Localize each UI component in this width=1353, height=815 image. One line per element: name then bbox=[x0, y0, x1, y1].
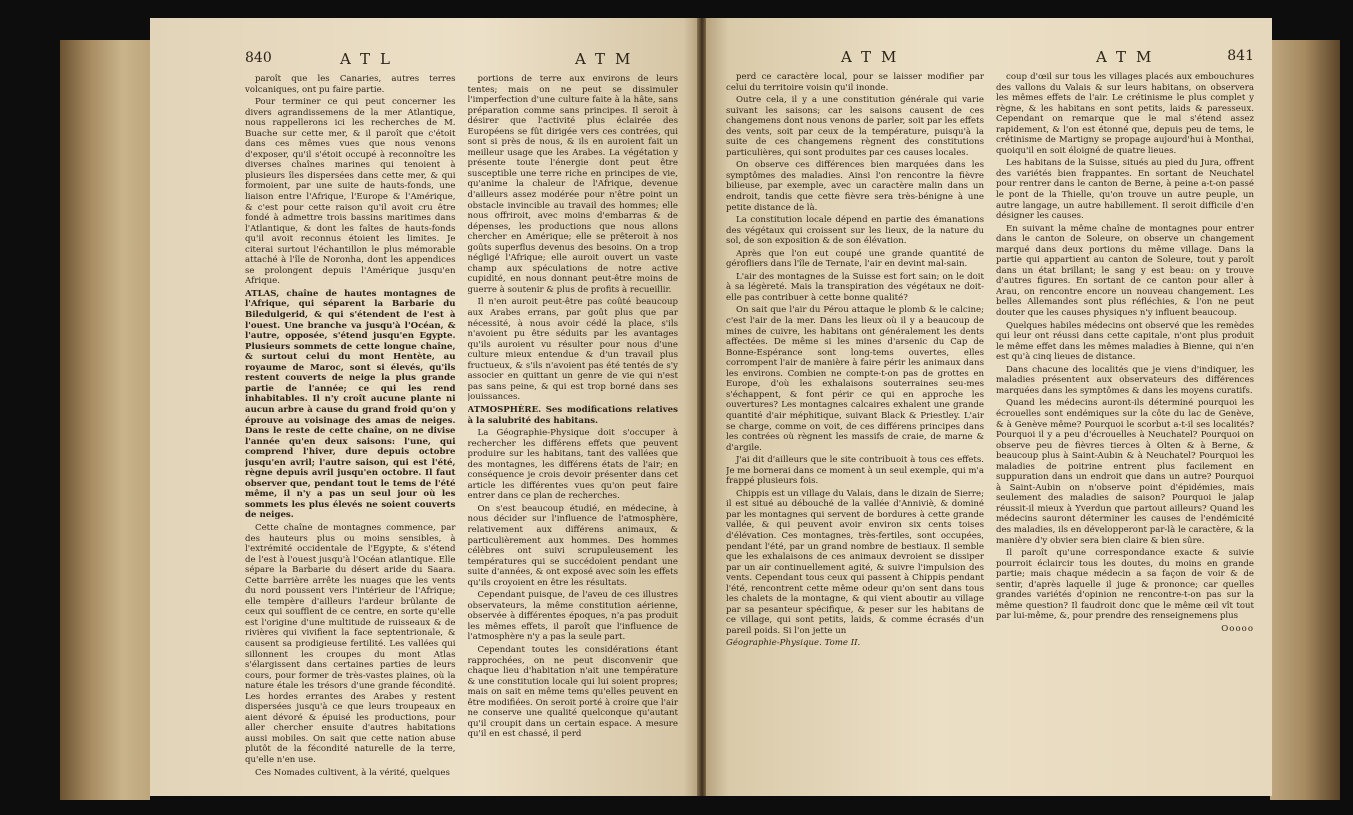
paragraph: Cependant puisque, de l'aveu de ces illustres observateurs, la même constitution aérienne, observée à différentes époques, n'a pas produit les mêmes effets, il paroît que l'influence de l'atmosphère n'y a pas la seule part. bbox=[467, 590, 678, 643]
paragraph: Il paroît qu'une correspondance exacte & suivie pourroit éclaircir tous les doutes, du moins en grande partie; mais chaque médecin a sa façon de voir & de sentir, d'après laquelle il juge & prononce; car quelles grandes variétés d'opinion ne rencontre-t-on pas sur la même question? Il faudroit donc que le même œil vît tout par lui-même, &, pour prendre des renseignemens plus bbox=[996, 548, 1254, 622]
paragraph: Ces Nomades cultivent, à la vérité, quelques bbox=[255, 767, 450, 778]
right-column-2 bbox=[996, 72, 1254, 649]
paragraph: Pour terminer ce qui peut concerner les divers agrandissemens de la mer Atlantique, nous rappellerons ici les recherches de M. Buache sur cette mer, & il paroît que c'étoit dans ces mêmes vues que nous venons d'exposer, qu'il s'étoit occupé à reconnoître les diverses chaînes marines qui tenoient à plusieurs îles dispersées dans cette mer, & qui formoient, par une suite de hauts-fonds, une liaison entre l'Afrique, l'Europe & l'Amérique, & c'est pour cette raison qu'il avoit cru être fondé à admettre trois bassins maritimes dans l'Atlantique, & dont les faîtes de hauts-fonds qu'il avoit reconnus étoient les limites. Je citerai surtout l'échantillon le plus mémorable attaché à l'île de Noronha, dont les appendices se prolongent depuis l'Amérique jusqu'en Afrique. bbox=[245, 97, 456, 287]
paragraph: Après que l'on eut coupé une grande quantité de gérofliers dans l'île de Ternate, l'air en devint mal-sain. bbox=[726, 248, 984, 270]
left-column-1 bbox=[245, 74, 456, 780]
paragraph: Dans chacune des localités que je viens d'indiquer, les maladies présentent aux observateurs des différences marquées dans les symptômes & dans les moyens curatifs. bbox=[996, 364, 1254, 396]
paragraph: On observe ces différences bien marquées dans les symptômes des maladies. Ainsi l'on rencontre la fièvre bilieuse, par exemple, avec un caractère malin dans un endroit, tandis que cette fièvre sera très-bénigne à une petite distance de là. bbox=[726, 160, 984, 213]
paragraph: Quand les médecins auront-ils déterminé pourquoi les écrouelles sont endémiques sur la côte du lac de Genève, & à Genève même? Pourquoi le scorbut a-t-il ses localités? Pourquoi il y a peu d'écrouelles à Neuchatel? Pourquoi on observe peu de fièvres tierces à Olten & à Berne, & beaucoup plus à Saint-Aubin & à Neuchatel? Pourquoi les maladies de poitrine entrent plus facilement en suppuration dans un endroit que dans un autre? Pourquoi à Saint-Aubin on n'observe point d'épidémies, mais seulement des maladies de saison? Pourquoi le jalap réussit-il mieux à Yverdun que partout ailleurs? Quand les médecins sauront déterminer les causes de l'endémicité des maladies, ils en développeront par-là le caractère, & la manière d'y obvier sera bien claire & bien sûre. bbox=[996, 398, 1254, 546]
paragraph: portions de terre aux environs de leurs tentes; mais on ne peut se dissimuler l'imperfection d'une culture faite à la hâte, sans préparation comme sans principes. Il seroit à désirer que l'activité plus éclairée des Européens se fût dirigée vers ces contrées, qui sont si près de nous, & ils en auroient fait un meilleur usage que les Arabes. La végétation y présente toute l'énergie dont peut être susceptible une terre riche en principes de vie, qu'anime la chaleur de l'Afrique, devenue d'ailleurs assez modérée pour n'être point un obstacle invincible au travail des hommes; elle nous offriroit, avec moins d'embarras & de dépenses, les productions que nous allons chercher en Amérique; elle se prêteroit à nos goûts superflus devenus des besoins. On a trop négligé l'Afrique; elle auroit ouvert un vaste champ aux spéculations de notre active cupidité, en nous donnant peut-être moins de guerre à soutenir & plus de profits à recueillir. bbox=[467, 74, 678, 295]
right-page bbox=[706, 18, 1272, 796]
book-edge-right bbox=[1270, 40, 1340, 800]
paragraph: coup d'œil sur tous les villages placés aux embouchures des vallons du Valais & sur leurs habitans, on observera les mêmes effets de l'air. Le crétinisme le plus complet y règne, & les habitans en sont petits, laids & paresseux. Cependant on remarque que le mal s'étend assez rapidement, & l'on est étonné que, depuis peu de tems, le crétinisme de Martigny se propage aujourd'hui à Monthai, quoiqu'il en soit éloigné de quatre lieues. bbox=[996, 72, 1254, 156]
paragraph: On s'est beaucoup étudié, en médecine, à nous décider sur l'influence de l'atmosphère, relativement aux différens animaux, & particulièrement aux hommes. Des hommes célèbres ont suivi scrupuleusement les températures qui se succédoient pendant une suite d'années, & ont exposé avec soin les effets qu'ils croyoient en être les résultats. bbox=[467, 503, 678, 588]
paragraph: ATLAS, chaîne de hautes montagnes de l'Afrique, qui séparent la Barbarie du Biledulgerid, & qui s'étendent de l'est à l'ouest. Une branche va jusqu'à l'Océan, & l'autre, opposée, s'étend jusqu'en Egypte. Plusieurs sommets de cette longue chaîne, & surtout celui du mont Hentète, au royaume de Maroc, sont si élevés, qu'ils restent couverts de neige la plus grande partie de l'année; ce qui les rend inhabitables. Il n'y croît aucune plante ni aucun arbre à cause du grand froid qu'on y éprouve au voisinage des amas de neiges. Dans le reste de cette chaîne, on ne divise l'année qu'en deux saisons: l'une, qui comprend l'hiver, dure depuis octobre jusqu'en avril; l'autre saison, qui est l'été, règne depuis avril jusqu'en octobre. Il faut observer que, pendant tout le tems de l'été même, il n'y a pas un seul jour où les sommets les plus élevés ne soient couverts de neiges. bbox=[245, 288, 456, 521]
left-header-right: ATM bbox=[575, 50, 641, 68]
paragraph: La Géographie-Physique doit s'occuper à rechercher les différens effets que peuvent produire sur les habitans, tant des vallées que des montagnes, les différens états de l'air; en conséquence je crois devoir présenter dans cet article les différentes vues qu'on peut faire entrer dans ce plan de recherches. bbox=[467, 428, 678, 502]
right-page-number: 841 bbox=[1227, 48, 1254, 64]
right-header-right: ATM bbox=[1096, 48, 1162, 66]
paragraph: Cependant toutes les considérations étant rapprochées, on ne peut disconvenir que chaque lieu d'habitation n'ait une température & une constitution locale qui lui soient propres; mais on sait en même tems qu'elles peuvent en être modifiées. On seroit porté à croire que l'air ne conserve une qualité quelconque qu'autant qu'il croupit dans un certain espace. A mesure qu'il en est chassé, il perd bbox=[467, 644, 678, 740]
left-page bbox=[150, 18, 700, 796]
left-page-number: 840 bbox=[245, 50, 272, 66]
paragraph: Outre cela, il y a une constitution générale qui varie suivant les saisons; car les saisons causent de ces changemens dont nous venons de parler, soit par les effets des vents, soit par ceux de la température, puisqu'à la suite de ces changemens règnent des constitutions particulières, qui sont produites par ces causes locales. bbox=[726, 95, 984, 158]
paragraph: Quelques habiles médecins ont observé que les remèdes qui leur ont réussi dans cette capitale, n'ont plus produit le même effet dans les mêmes maladies à Bienne, qui n'en est qu'à cinq lieues de distance. bbox=[996, 320, 1254, 363]
signature-mark: Ooooo bbox=[1221, 623, 1254, 634]
page-footer: Géographie-Physique. Tome II. bbox=[726, 638, 861, 649]
paragraph: L'air des montagnes de la Suisse est fort sain; on le doit à sa légèreté. Mais la transpiration des végétaux ne doit-elle pas contribuer à cette bonne qualité? bbox=[726, 271, 984, 303]
paragraph: Cette chaîne de montagnes commence, par des hauteurs plus ou moins sensibles, à l'extrémité occidentale de l'Egypte, & s'étend de l'est à l'ouest jusqu'à l'Océan atlantique. Elle sépare la Barbarie du désert aride du Saara. Cette barrière arrête les nuages que les vents du nord poussent vers l'intérieur de l'Afrique; elle tempère d'ailleurs l'ardeur brûlante de ceux qui soufflent de ce centre, en sorte qu'elle est l'origine d'une multitude de ruisseaux & de rivières qui vivifient la face septentrionale, & causent sa prodigieuse fertilité. Les vallées qui sillonnent les croupes du mont Atlas s'élargissent dans certaines parties de leurs cours, pour former de très-vastes plaines, où la nature étale les trésors d'une grande fécondité. Les hordes errantes des Arabes y restent dispersées jusqu'à ce que leurs troupeaux en aient dévoré & épuisé les productions, pour aller chercher ensuite d'autres habitations aussi mobiles. On sait que cette nation abuse plutôt de la fécondité naturelle de la terre, qu'elle n'en use. bbox=[245, 522, 456, 765]
left-page-header bbox=[245, 50, 678, 72]
paragraph: paroît que les Canaries, autres terres volcaniques, ont pu faire partie. bbox=[245, 74, 456, 95]
paragraph: J'ai dit d'ailleurs que le site contribuoit à tous ces effets. Je me bornerai dans ce moment à un seul exemple, qui m'a frappé plusieurs fois. bbox=[726, 455, 984, 487]
paragraph: ATMOSPHÈRE. Ses modifications relatives à la salubrité des habitans. bbox=[467, 404, 678, 426]
paragraph: La constitution locale dépend en partie des émanations des végétaux qui croissent sur les lieux, de la nature du sol, de son exposition & de son élévation. bbox=[726, 215, 984, 247]
left-header-left: ATL bbox=[340, 50, 400, 68]
paragraph: En suivant la même chaîne de montagnes pour entrer dans le canton de Soleure, on observe un changement marqué dans deux portions du même village. Dans la partie qui appartient au canton de Soleure, tout y paroît dans un état brillant; le sang y est beau: on y trouve d'autres figures. En sortant de ce canton pour aller à Arau, on rencontre encore un nouveau changement. Les belles Allemandes sont plus réfléchies, & l'on ne peut douter que les causes physiques n'y influent beaucoup. bbox=[996, 223, 1254, 319]
paragraph: Chippis est un village du Valais, dans le dizain de Sierre; il est situé au débouché de la vallée d'Anniviè, & dominé par les montagnes qui servent de bordures à cette grande vallée, & qui peuvent avoir environ six cents toises d'élévation. Ces montagnes, très-fertiles, sont occupées, pendant l'été, par un grand nombre de bestiaux. Il semble que les exhalaisons de ces animaux devroient se dissiper par un air continuellement agité, & suivre l'impulsion des vents. Cependant tous ceux qui passent à Chippis pendant l'été, rencontrent cette même odeur qu'on sent dans tous les chalets de la montagne, & qui vient aboutir au village par sa pesanteur spécifique, & peser sur les habitans de ce village, qui sont petits, laids, & comme écrasés d'un pareil poids. Si l'on jette un bbox=[726, 488, 984, 636]
right-page-header bbox=[726, 48, 1254, 70]
paragraph: Il n'en auroit peut-être pas coûté beaucoup aux Arabes errans, par goût plus que par nécessité, à nous avoir cédé la place, s'ils n'avoient pu être séduits par les avantages qu'ils auroient vu résulter pour nous d'une culture mieux entendue & d'un travail plus fructueux, & s'ils n'avoient pas été tentés de s'y associer en quittant un genre de vie qui n'est pas sans peine, & qui est trop borné dans ses jouissances. bbox=[467, 297, 678, 403]
left-column-2 bbox=[468, 74, 679, 780]
right-header-left: ATM bbox=[841, 48, 907, 66]
book-edge-left bbox=[60, 40, 150, 800]
right-column-1 bbox=[726, 72, 984, 649]
paragraph: Les habitans de la Suisse, situés au pied du Jura, offrent des variétés bien frappantes. En sortant de Neuchatel pour rentrer dans le canton de Berne, à peine a-t-on passé le pont de la Thielle, qu'on trouve un autre peuple, un autre langage, un autre habillement. Il seroit difficile d'en désigner les causes. bbox=[996, 158, 1254, 222]
paragraph: On sait que l'air du Pérou attaque le plomb & le calcine; c'est l'air de la mer. Dans les lieux où il y a beaucoup de mines de cuivre, les habitans ont généralement les dents affectées. De même si les mines d'arsenic du Cap de Bonne-Espérance sont long-tems ouvertes, elles corrompent l'air de manière à faire périr les animaux dans les environs. Combien ne compte-t-on pas de grottes en Europe, d'où les exhalaisons souterraines seu-mes s'échappent, & font périr ce qui en approche les ouvertures? Les montagnes calcaires exhalent une grande quantité d'air méphitique, suivant Black & Priestley. L'air se charge, comme on voit, de ces différens principes dans les contrées où règnent les massifs de craie, de marne & d'argile. bbox=[726, 305, 984, 453]
paragraph: perd ce caractère local, pour se laisser modifier par celui du territoire voisin qu'il inonde. bbox=[726, 72, 984, 93]
